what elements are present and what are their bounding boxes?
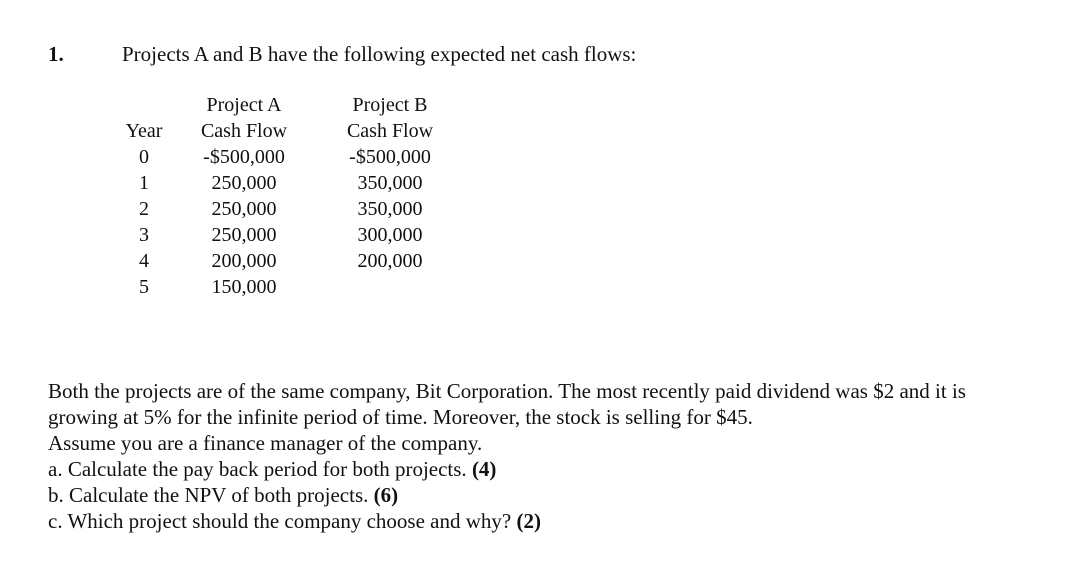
year-cell: 4 xyxy=(139,250,149,272)
project-a-column xyxy=(184,92,304,300)
project-b-column xyxy=(330,92,450,300)
project-b-cash-flow xyxy=(330,274,450,300)
year-cell: 1 xyxy=(139,172,149,194)
project-a-subheader: Cash Flow xyxy=(200,120,288,142)
year-header-line1 xyxy=(112,92,176,118)
task-text: c. Which project should the company choose and why? xyxy=(48,509,517,533)
task-a xyxy=(48,456,1058,482)
project-b-cash-flow: 350,000 xyxy=(357,198,423,220)
project-a-cash-flow: 150,000 xyxy=(211,276,277,298)
project-a-header: Project A xyxy=(206,94,282,116)
task-marks: (6) xyxy=(373,483,399,507)
task-text: b. Calculate the NPV of both projects. xyxy=(48,483,374,507)
project-a-cash-flow: 250,000 xyxy=(211,172,277,194)
project-a-cash-flow: 250,000 xyxy=(211,224,277,246)
cash-flow-table xyxy=(0,92,600,312)
project-b-cash-flow: 350,000 xyxy=(357,172,423,194)
project-b-cash-flow: 300,000 xyxy=(357,224,423,246)
task-b xyxy=(48,482,1058,508)
project-b-header: Project B xyxy=(352,94,428,116)
year-cell: 3 xyxy=(139,224,149,246)
project-a-cash-flow: 200,000 xyxy=(211,250,277,272)
task-marks: (2) xyxy=(516,509,541,533)
task-marks: (4) xyxy=(471,457,497,481)
question-body xyxy=(48,378,1058,534)
year-header: Year xyxy=(125,120,163,142)
body-line: Assume you are a finance manager of the company. xyxy=(48,431,483,455)
question-intro: Projects A and B have the following expected net cash flows: xyxy=(122,42,637,66)
year-column xyxy=(112,92,176,300)
task-text: a. Calculate the pay back period for both projects. xyxy=(48,457,472,481)
year-cell: 2 xyxy=(139,198,149,220)
year-cell: 5 xyxy=(139,276,149,298)
task-c xyxy=(48,508,1058,534)
year-cell: 0 xyxy=(139,146,149,168)
project-b-cash-flow: -$500,000 xyxy=(349,146,431,168)
body-line: growing at 5% for the infinite period of time. Moreover, the stock is selling for $45. xyxy=(48,405,753,429)
project-a-cash-flow: 250,000 xyxy=(211,198,277,220)
project-a-cash-flow: -$500,000 xyxy=(203,146,285,168)
body-line: Both the projects are of the same company, Bit Corporation. The most recently paid dividend was $2 and it is xyxy=(48,379,966,403)
project-b-cash-flow: 200,000 xyxy=(357,250,423,272)
question-number: 1. xyxy=(48,42,64,66)
project-b-subheader: Cash Flow xyxy=(346,120,434,142)
